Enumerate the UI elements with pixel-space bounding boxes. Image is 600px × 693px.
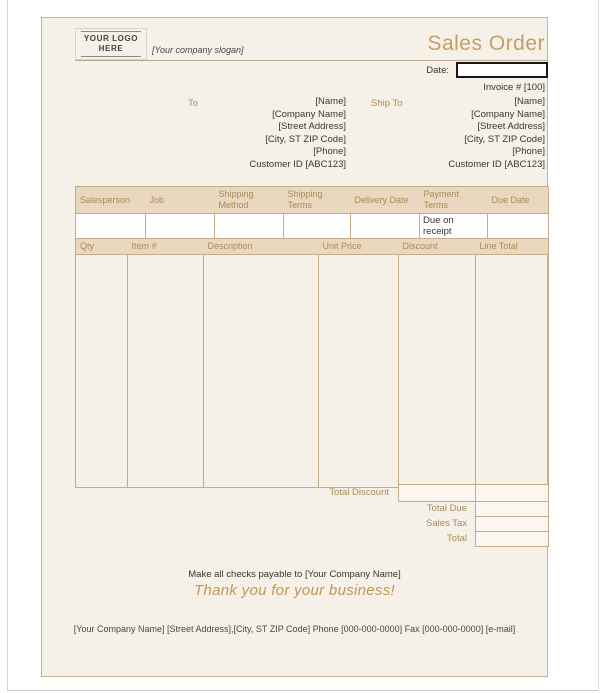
bill-to-street: [Street Address] (278, 121, 346, 133)
line-items-table (75, 238, 549, 488)
delivery-date-cell[interactable] (351, 214, 420, 239)
line-total-column-cell[interactable] (476, 255, 549, 488)
total-due-label: Total Due (426, 503, 467, 514)
description-column-cell[interactable] (204, 255, 319, 488)
sales-tax-box[interactable] (475, 516, 549, 532)
job-cell[interactable] (146, 214, 215, 239)
col-salesperson: Salesperson (76, 187, 146, 214)
qty-column-cell[interactable] (76, 255, 128, 488)
col-delivery-date: Delivery Date (351, 187, 420, 214)
col-unit-price: Unit Price (319, 239, 399, 255)
date-input[interactable] (456, 62, 548, 78)
total-due-box[interactable] (475, 501, 549, 517)
line-items-body-row (76, 255, 549, 488)
unit-price-column-cell[interactable] (319, 255, 399, 488)
col-payment-terms: Payment Terms (420, 187, 488, 214)
invoice-number: Invoice # [100] (483, 82, 545, 93)
ship-to-city: [City, ST ZIP Code] (464, 133, 545, 145)
col-discount: Discount (399, 239, 476, 255)
col-line-total: Line Total (476, 239, 549, 255)
total-box[interactable] (475, 531, 549, 547)
bill-to-address (249, 96, 346, 172)
date-label: Date: (426, 65, 449, 76)
line-items-header-row (76, 239, 549, 255)
due-date-cell[interactable] (488, 214, 549, 239)
payment-terms-cell[interactable]: Due on receipt (420, 214, 488, 239)
col-due-date: Due Date (488, 187, 549, 214)
ship-to-address (448, 96, 545, 172)
shipping-method-cell[interactable] (215, 214, 284, 239)
col-item-number: Item # (128, 239, 204, 255)
order-info-value-row (76, 214, 549, 239)
ship-to-company: [Company Name] (471, 108, 545, 120)
page-title: Sales Order (427, 32, 545, 55)
bill-to-customer-id: Customer ID [ABC123] (249, 158, 346, 170)
ship-to-label: Ship To (371, 98, 403, 109)
col-description: Description (204, 239, 319, 255)
order-info-table (75, 186, 549, 239)
ship-to-street: [Street Address] (477, 121, 545, 133)
salesperson-cell[interactable] (76, 214, 146, 239)
bill-to-company: [Company Name] (272, 108, 346, 120)
company-slogan: [Your company slogan] (152, 45, 244, 55)
col-qty: Qty (76, 239, 128, 255)
checks-payable-note: Make all checks payable to [Your Company Name] (188, 569, 401, 580)
logo-line2: HERE (98, 44, 124, 53)
total-label: Total (446, 533, 467, 544)
logo-placeholder (75, 28, 147, 60)
shipping-terms-cell[interactable] (284, 214, 351, 239)
total-discount-line-total-cell[interactable] (475, 484, 549, 502)
ship-to-customer-id: Customer ID [ABC123] (448, 158, 545, 170)
item-number-column-cell[interactable] (128, 255, 204, 488)
col-shipping-method: Shipping Method (215, 187, 284, 214)
total-discount-cell[interactable] (398, 484, 476, 502)
order-info-header-row (76, 187, 549, 214)
discount-column-cell[interactable] (399, 255, 476, 488)
col-shipping-terms: Shipping Terms (284, 187, 351, 214)
sales-tax-label: Sales Tax (425, 518, 467, 529)
logo-placeholder-text (81, 31, 141, 58)
ship-to-name: [Name] (514, 96, 545, 107)
company-contact-footer: [Your Company Name] [Street Address],[City, ST ZIP Code] Phone [000-000-0000] Fax [000-000-0000] [e-mail] (73, 624, 516, 634)
bill-to-label: To (188, 98, 199, 109)
col-job: Job (146, 187, 215, 214)
logo-line1: YOUR LOGO (83, 33, 139, 43)
total-discount-label: Total Discount (329, 487, 389, 498)
bill-to-name: [Name] (315, 96, 346, 107)
ship-to-phone: [Phone] (512, 146, 545, 158)
thank-you-note: Thank you for your business! (194, 582, 395, 599)
bill-to-city: [City, ST ZIP Code] (265, 133, 346, 145)
document-card (41, 17, 548, 677)
header-divider (75, 60, 548, 61)
bill-to-phone: [Phone] (313, 146, 346, 158)
